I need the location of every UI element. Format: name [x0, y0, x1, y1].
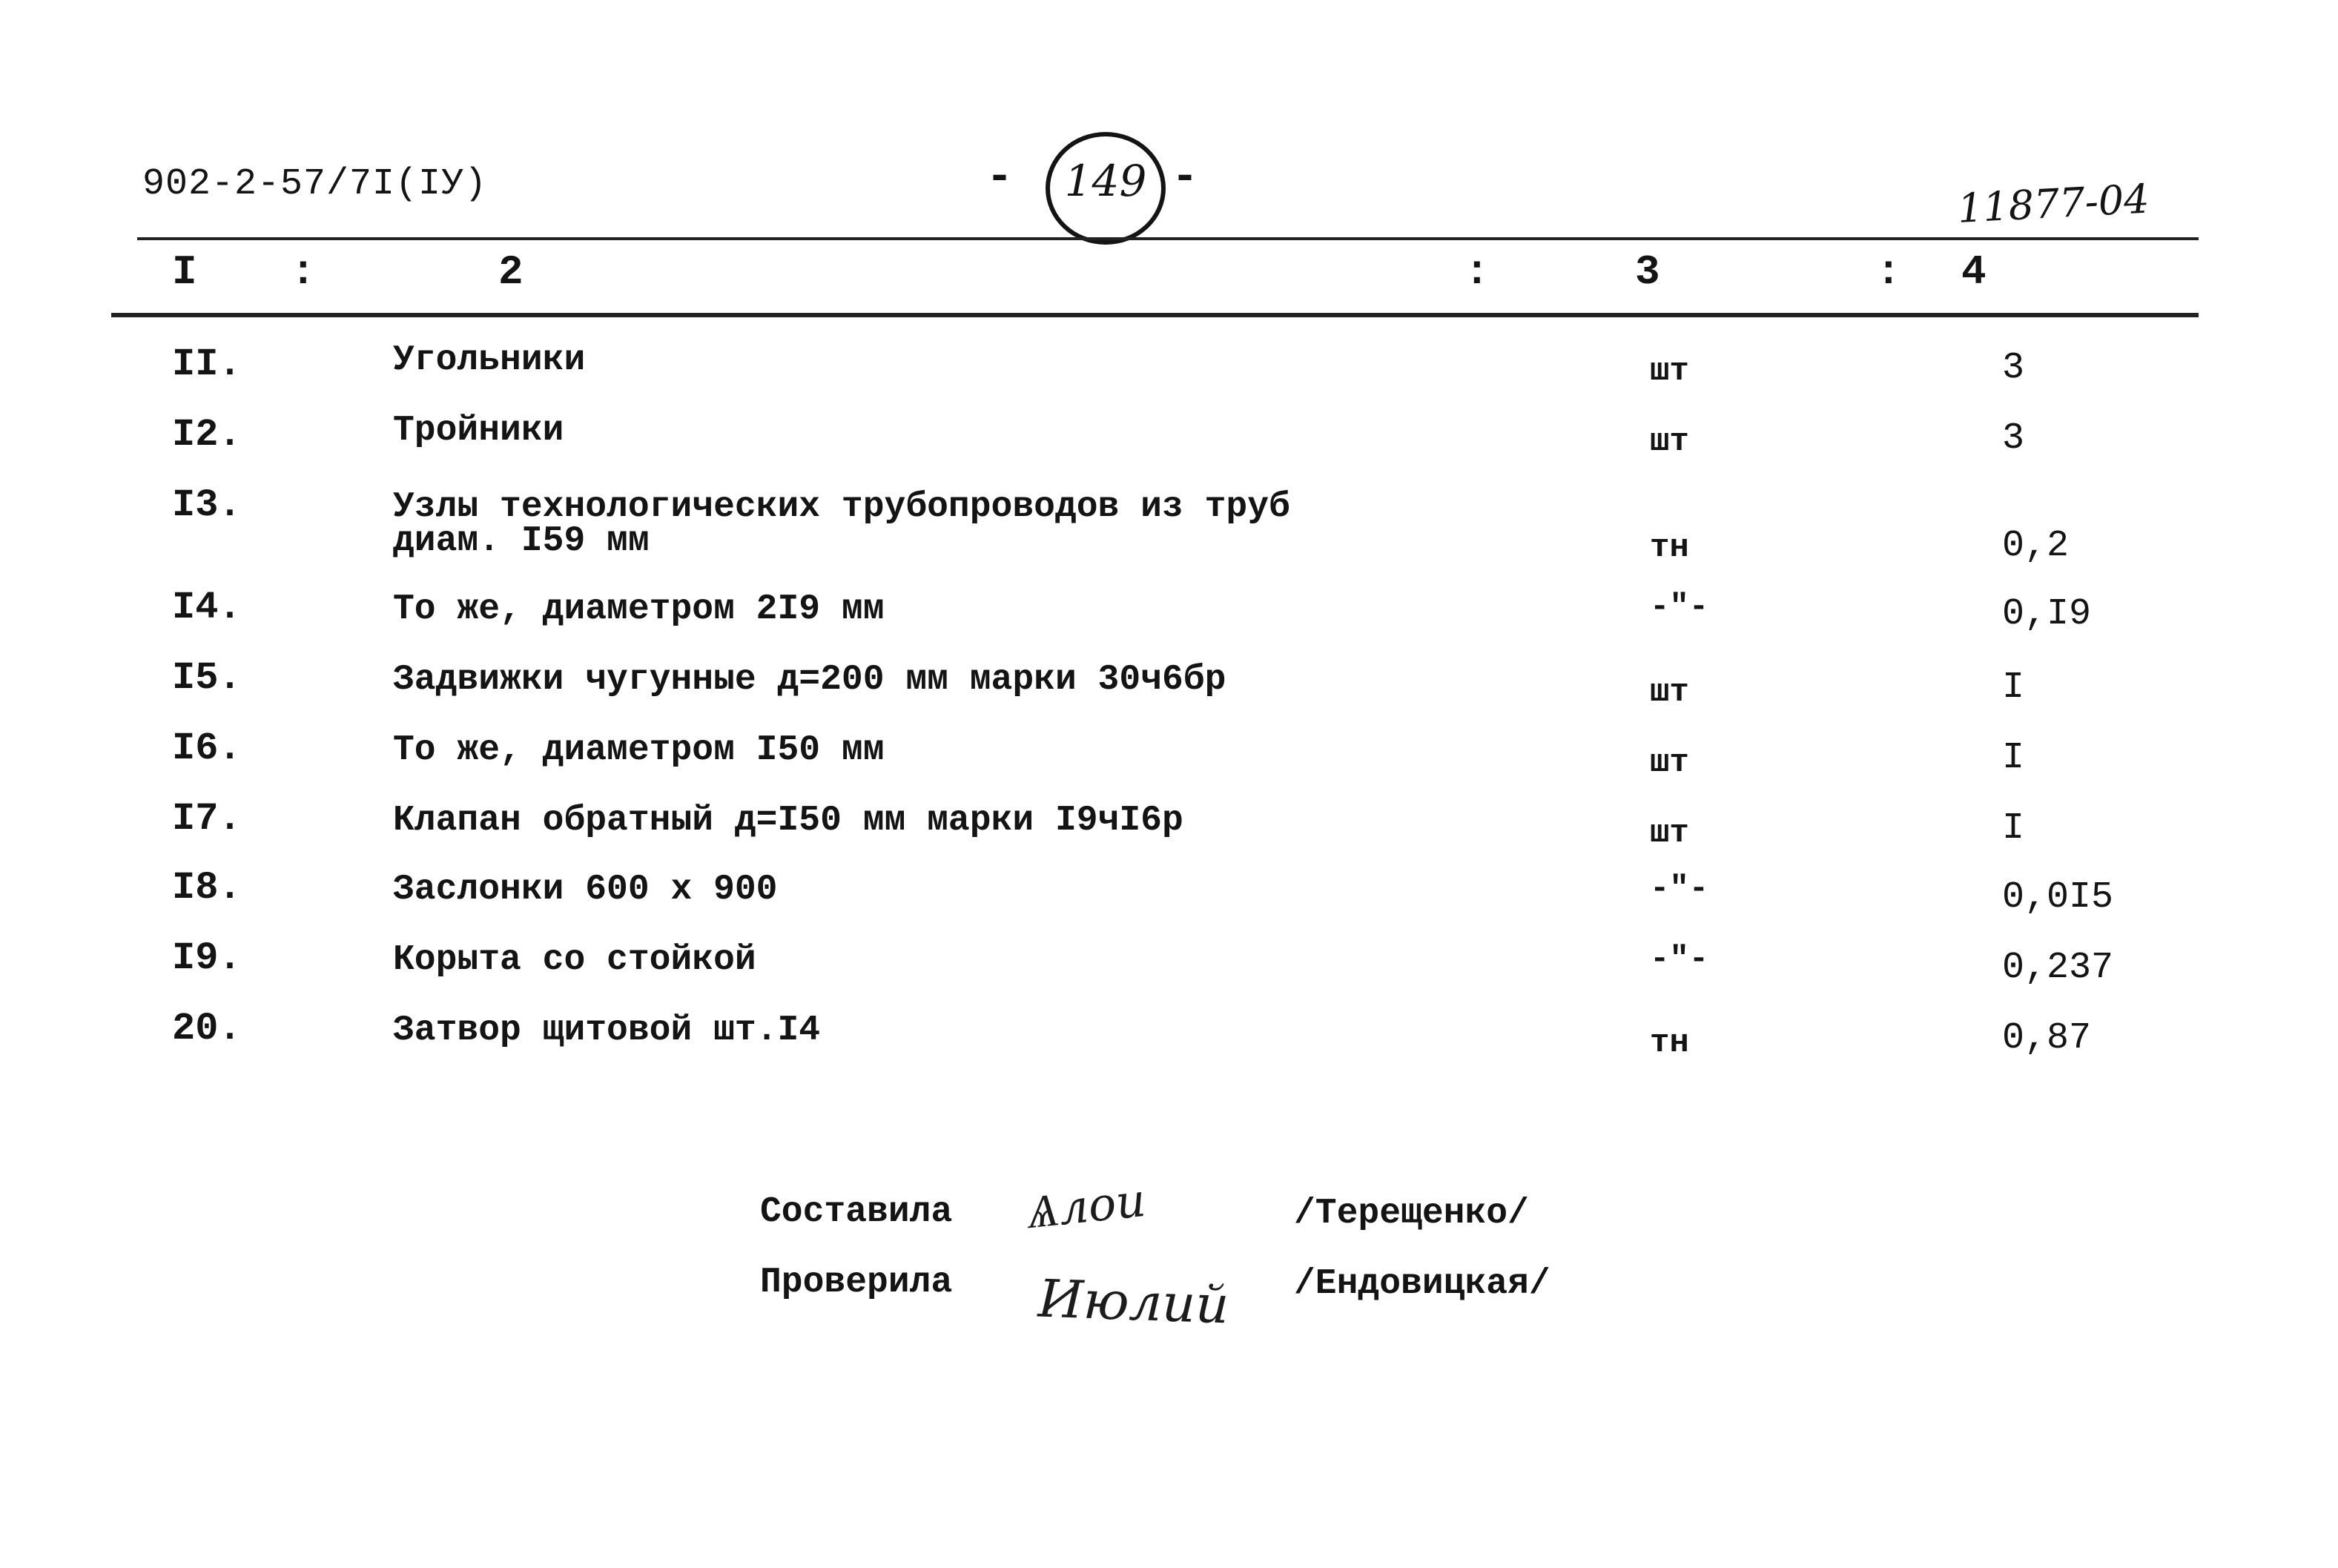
compiled-by-label: Составила [760, 1192, 953, 1232]
row-unit: тн [1650, 1025, 1689, 1062]
table-row [0, 483, 2338, 572]
row-unit: -"- [1650, 589, 1709, 626]
row-name: То же, диаметром 2I9 мм [393, 589, 885, 629]
row-quantity: 0,2 [2002, 525, 2070, 567]
row-number: 20. [172, 1007, 242, 1051]
row-quantity: 3 [2002, 347, 2025, 389]
row-number: I7. [172, 797, 242, 841]
table-row [0, 413, 2338, 480]
row-unit: тн [1650, 529, 1689, 566]
row-quantity: I [2002, 737, 2025, 779]
row-unit: -"- [1650, 870, 1709, 907]
row-name: Заслонки 600 х 900 [393, 870, 778, 910]
column-separator: : [1876, 248, 1901, 296]
column-header-4: 4 [1961, 248, 1987, 296]
row-quantity: 0,237 [2002, 947, 2114, 989]
row-unit: шт [1650, 744, 1689, 781]
row-number: II. [172, 343, 242, 386]
row-number: I6. [172, 727, 242, 770]
column-header-1: I [172, 248, 197, 296]
row-unit: шт [1650, 423, 1689, 460]
row-quantity: 3 [2002, 417, 2025, 460]
column-separator: : [291, 248, 316, 296]
page-number-block [986, 125, 1209, 243]
row-number: I2. [172, 413, 242, 457]
column-separator: : [1464, 248, 1490, 296]
compiled-by-signature: Ѧлои [1024, 1172, 1149, 1240]
page-dash-left: - [986, 153, 1014, 203]
row-name: Задвижки чугунные д=200 мм марки 30ч6бр [393, 660, 1226, 700]
archive-number: 11877-04 [1956, 175, 2151, 232]
row-quantity: 0,87 [2002, 1017, 2092, 1059]
row-name: Угольники [393, 340, 586, 380]
checked-by-label: Проверила [760, 1263, 953, 1303]
row-name: Клапан обратный д=I50 мм марки I9чI6р [393, 801, 1183, 841]
table-row [0, 797, 2338, 864]
row-name: То же, диаметром I50 мм [393, 730, 885, 770]
row-name: Корыта со стойкой [393, 940, 756, 980]
table-row [0, 340, 2338, 409]
row-name: Тройники [393, 411, 564, 451]
row-name: Затвор щитовой шт.I4 [393, 1010, 821, 1051]
checked-by-name: /Ендовицкая/ [1294, 1264, 1551, 1304]
row-number: I5. [172, 656, 242, 700]
row-unit: -"- [1650, 941, 1709, 978]
table-row [0, 656, 2338, 723]
row-unit: шт [1650, 353, 1689, 390]
row-name-line-1: Узлы технологических трубопроводов из труб [393, 487, 1290, 527]
table-row [0, 866, 2338, 933]
table-row [0, 586, 2338, 652]
row-number: I4. [172, 586, 242, 629]
page-number: 149 [1064, 156, 1147, 206]
row-unit: шт [1650, 674, 1689, 711]
row-number: I9. [172, 936, 242, 980]
row-quantity: 0,I9 [2002, 593, 2092, 635]
checked-by-signature: Июлий [1037, 1268, 1230, 1336]
row-number: I8. [172, 866, 242, 910]
row-quantity: 0,0I5 [2002, 876, 2114, 919]
row-quantity: I [2002, 666, 2025, 709]
table-row [0, 727, 2338, 793]
row-number: I3. [172, 483, 242, 527]
compiled-by-name: /Терещенко/ [1294, 1194, 1529, 1234]
column-header-2: 2 [498, 248, 524, 296]
row-quantity: I [2002, 807, 2025, 850]
document-code: 902-2-57/7I(IУ) [142, 163, 488, 205]
table-header-rule [111, 313, 2199, 317]
row-unit: шт [1650, 815, 1689, 852]
column-header-3: 3 [1635, 248, 1660, 296]
table-row [0, 1007, 2338, 1074]
page-dash-right: - [1172, 153, 1199, 203]
table-row [0, 936, 2338, 1003]
table-top-rule [137, 237, 2199, 240]
row-name-line-2: диам. I59 мм [393, 521, 650, 561]
